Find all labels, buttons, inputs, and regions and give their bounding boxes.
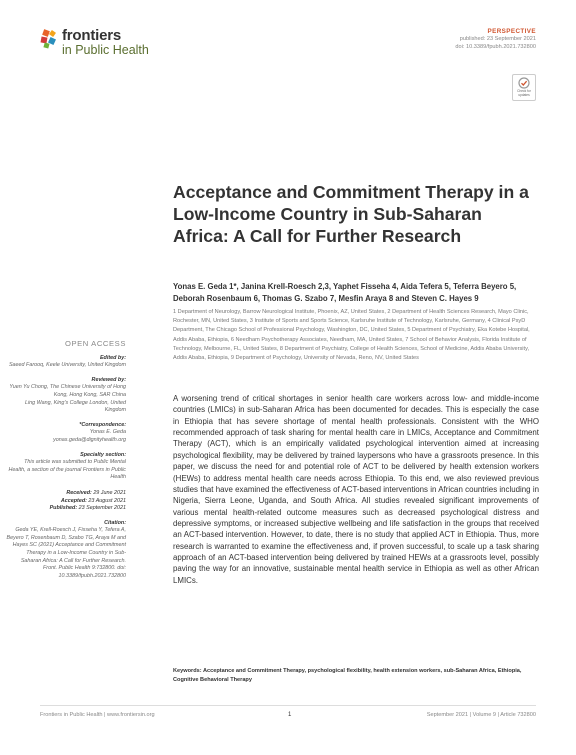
received-row (6, 490, 126, 498)
received-date: 29 June 2021 (93, 489, 126, 496)
reviewer-2: Ling Wang, King's College London, United Kingdom (24, 399, 126, 414)
footer-journal[interactable]: Frontiers in Public Health | www.frontiersin.org (40, 712, 155, 718)
affiliations: 1 Department of Neurology, Barrow Neurological Institute, Phoenix, AZ, United States, 2 Department of Health Sciences Research, Mayo Clinic, Rochester, MN, United States, 3 Institute of Sports and Sports Science, Karlsruhe Institute of Technology, Karlsruhe, Germany, 4 Clinical PsyD Department, The Chicago School of Professional Psychology, Washington, DC, United States, 5 Department of Psychiatry, Eka Kotebe Hospital, Addis Ababa, Ethiopia, 6 Needham Psychotherapy Associates, Needham, MA, United States, 7 School of Behavior Analysis, Florida Institute of Technology, Melbourne, FL, United States, 8 Department of Psychiatry, College of Health Sciences, School of Medicine, Addis Ababa University, Addis Ababa, Ethiopia, 9 Department of Psychology, University of Nevada, Reno, NV, United States (173, 309, 530, 362)
footer-issue: September 2021 | Volume 9 | Article 732800 (426, 712, 536, 718)
citation-label: Citation: (104, 519, 126, 526)
doi-link[interactable]: doi: 10.3389/fpubh.2021.732800 (455, 44, 536, 50)
correspondence-name: Yonas E. Geda (89, 429, 126, 436)
frontiers-logo-icon (40, 28, 62, 50)
edited-by-label: Edited by: (99, 354, 126, 361)
keywords: Keywords: Acceptance and Commitment Therapy, psychological flexibility, health extension workers, sub-Saharan Africa, Ethiopia, Cognitive Behavioral Therapy (173, 668, 522, 683)
journal-logo[interactable] (40, 27, 180, 57)
citation-text: Geda YE, Krell-Roesch J, Fisseha Y, Tefera A, Beyero T, Rosenbaum D, Szabo TG, Araya M and Hayes SC (2021) Acceptance and Commitment Therapy in a Low-Income Country in Sub-Saharan Africa: A Call for Further Research. Front. Public Health 9:732800. doi: 10.3389/fpubh.2021.732800 (6, 527, 126, 579)
accepted-label: Accepted: (60, 497, 87, 504)
editor-name: Saeed Farooq, Keele University, United Kingdom (8, 362, 126, 369)
open-access-label: OPEN ACCESS (64, 339, 126, 348)
accepted-date: 23 August 2021 (88, 497, 126, 504)
article-title: Acceptance and Commitment Therapy in a Low-Income Country in Sub-Saharan Africa: A Call for Further Research (173, 182, 529, 246)
author-list: Yonas E. Geda 1*, Janina Krell-Roesch 2,3, Yaphet Fisseha 4, Aida Tefera 5, Teferra Beyero 5, Deborah Rosenbaum 6, Thomas G. Szabo 7, Mesfin Araya 8 and Steven C. Hayes 9 (173, 282, 517, 303)
abstract: A worsening trend of critical shortages in senior health care workers across low- and middle-income countries (LMICs) in sub-Saharan Africa has been documented for decades. This is especially the case in Ethiopia that has severe shortage of mental health professionals. Consistent with the WHO recommended approach of task sharing for mental health care in LMICs, Acceptance and Commitment Therapy (ACT), which is an empirically validated psychological intervention aimed at increasing psychological flexibility, may be delivered by trained laypersons who have a grassroots presence. In this paper, we discuss the need for and potential role of ACT to be delivered by health extension workers (HEWs) to address mental health care needs across Ethiopia. To this end, we also reviewed previous studies that have examined the effectiveness of ACT-based interventions in African countries including in Nigeria, Sierra Leone, Uganda, and South Africa. All studies revealed significant improvements of various mental health-related outcome measures such as decreased psychological distress and depressive symptoms, or increased subjective wellbeing and life satisfaction in the groups that received an ACT-based intervention. However, to date, there is no study that applied ACT in Ethiopia. Thus, more research is warranted to examine the effectiveness and, if proven successful, to scale up a task sharing approach of an ACT-based intervention being delivered by trained HEWs at a grassroots level, possibly paving the way for an innovative, sustainable mental health service in Ethiopia as well as other African LMICs. (173, 394, 539, 585)
check-updates-label: Check for updates (517, 89, 531, 97)
correspondence-email[interactable]: yonas.geda@dignityhealth.org (53, 436, 126, 443)
specialty-text: This article was submitted to Public Mental Health, a section of the journal Frontiers in Public Health (8, 459, 126, 481)
correspondence-label: *Correspondence: (79, 421, 126, 428)
check-updates-icon (518, 77, 530, 89)
published-row (6, 505, 126, 513)
reviewer-1: Yuen Yu Chong, The Chinese University of Hong Kong, Hong Kong, SAR China (9, 384, 126, 398)
check-for-updates-badge[interactable] (512, 74, 536, 101)
received-label: Received: (66, 489, 92, 496)
page-footer (40, 712, 536, 722)
footer-divider (40, 705, 536, 706)
article-sidebar (6, 340, 126, 580)
reviewed-by-label: Reviewed by: (91, 376, 126, 383)
accepted-row (6, 498, 126, 506)
published-label: Published: (49, 505, 78, 512)
published-date-sidebar: 23 September 2021 (78, 505, 126, 512)
logo-wordmark: frontiers (62, 27, 122, 44)
logo-journal-name: in Public Health (62, 43, 149, 57)
article-type: PERSPECTIVE (487, 28, 536, 35)
published-date: published: 23 September 2021 (459, 36, 536, 42)
specialty-label: Specialty section: (80, 451, 126, 458)
article-header-meta (455, 28, 536, 51)
page-number: 1 (288, 712, 292, 718)
